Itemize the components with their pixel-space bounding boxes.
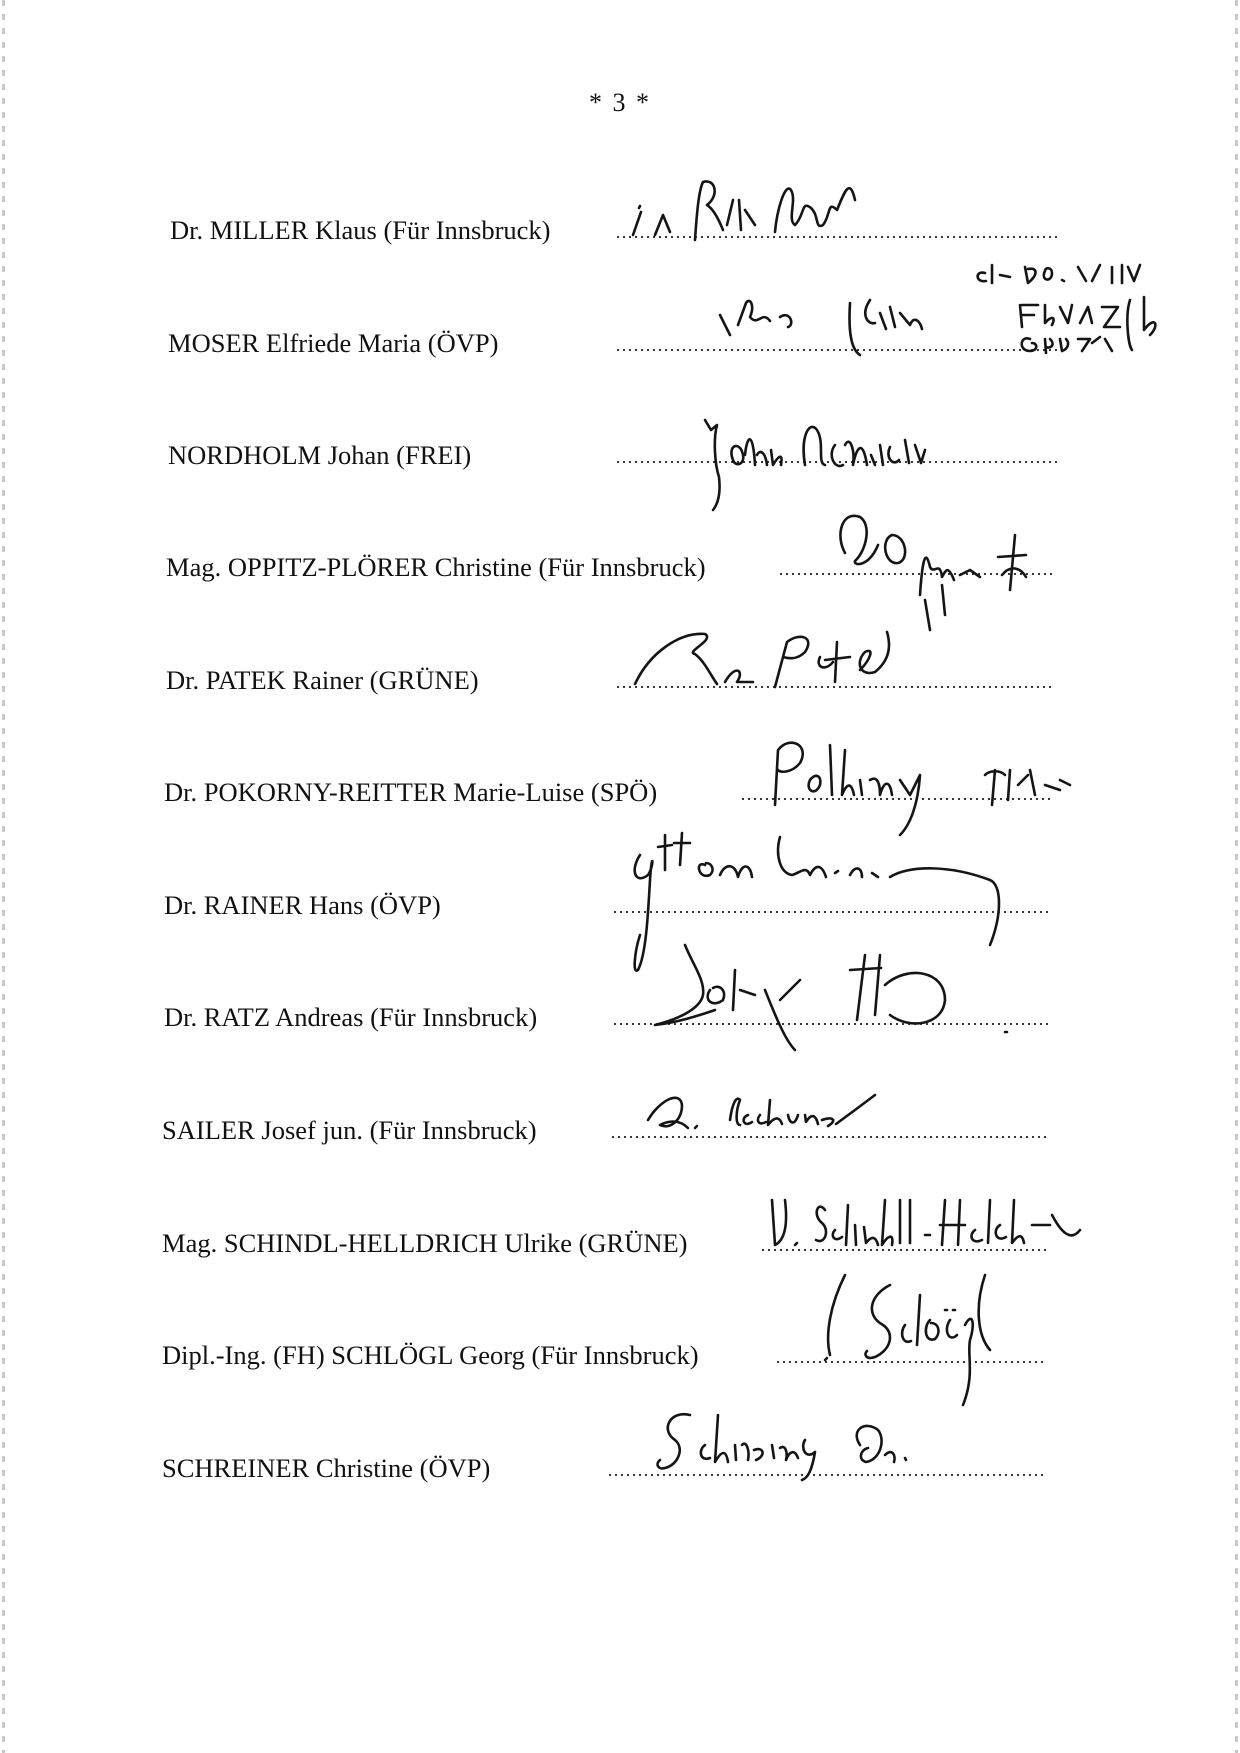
signature-row	[0, 183, 1240, 243]
signatory-name: SCHREINER Christine (ÖVP)	[162, 1452, 491, 1483]
signature-row	[0, 745, 1240, 805]
signature-row	[0, 633, 1240, 693]
signatory-name: Mag. SCHINDL-HELLDRICH Ulrike (GRÜNE)	[162, 1227, 688, 1258]
signatory-name: Dipl.-Ing. (FH) SCHLÖGL Georg (Für Innsbruck)	[162, 1339, 699, 1370]
signature-line	[740, 797, 1050, 801]
signatory-name: MOSER Elfriede Maria (ÖVP)	[168, 327, 499, 358]
page-number: * 3 *	[589, 88, 651, 117]
signatory-name: SAILER Josef jun. (Für Innsbruck)	[162, 1114, 537, 1145]
signature-row	[0, 1421, 1240, 1481]
signature-row	[0, 296, 1240, 356]
signature-row	[0, 1083, 1240, 1143]
signature-line	[612, 910, 1052, 914]
signatory-name: Dr. MILLER Klaus (Für Innsbruck)	[170, 214, 551, 245]
signature-line	[615, 460, 1060, 464]
signature-line	[778, 572, 1053, 576]
signature-row	[0, 970, 1240, 1030]
signature-row	[0, 408, 1240, 468]
signature-row	[0, 1196, 1240, 1256]
signatory-name: Dr. RATZ Andreas (Für Innsbruck)	[164, 1001, 538, 1032]
signature-line	[610, 1135, 1050, 1139]
signatory-name: Dr. POKORNY-REITTER Marie-Luise (SPÖ)	[164, 776, 658, 807]
signatory-name: Dr. RAINER Hans (ÖVP)	[164, 889, 441, 920]
signature-row	[0, 520, 1240, 580]
signature-line	[760, 1248, 1050, 1252]
signature-line	[607, 1473, 1047, 1477]
signature-line	[615, 685, 1055, 689]
signature-row	[0, 1308, 1240, 1368]
signatory-name: NORDHOLM Johan (FREI)	[168, 439, 472, 470]
signature-row	[0, 858, 1240, 918]
signature-line	[775, 1360, 1045, 1364]
signatory-name: Mag. OPPITZ-PLÖRER Christine (Für Innsbruck)	[166, 551, 706, 582]
signature-line	[615, 348, 1060, 352]
signature-line	[612, 1022, 1052, 1026]
signatory-name: Dr. PATEK Rainer (GRÜNE)	[166, 664, 479, 695]
signature-line	[615, 235, 1060, 239]
